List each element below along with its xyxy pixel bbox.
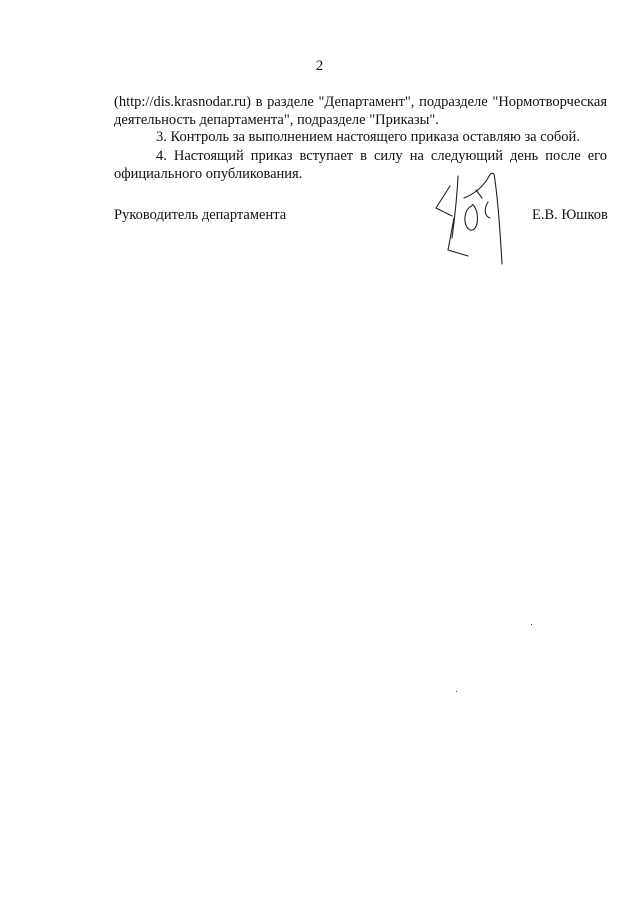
page-number: 2 <box>315 58 324 74</box>
scan-speck <box>531 624 532 625</box>
paragraph-4-line-2: официального опубликования. <box>114 166 303 182</box>
signer-name: Е.В. Юшков <box>532 207 608 223</box>
paragraph-2-line-1: (http://dis.krasnodar.ru) в разделе "Департамент", подразделе "Нормотворческая <box>114 94 607 110</box>
paragraph-3: 3. Контроль за выполнением настоящего приказа оставляю за собой. <box>156 129 580 145</box>
signer-position: Руководитель департамента <box>114 207 287 223</box>
scan-speck <box>456 691 457 692</box>
paragraph-4-line-1: 4. Настоящий приказ вступает в силу на следующий день после его <box>156 148 607 164</box>
paragraph-2-line-2: деятельность департамента", подразделе "Приказы". <box>114 112 439 128</box>
handwritten-signature <box>428 168 518 268</box>
